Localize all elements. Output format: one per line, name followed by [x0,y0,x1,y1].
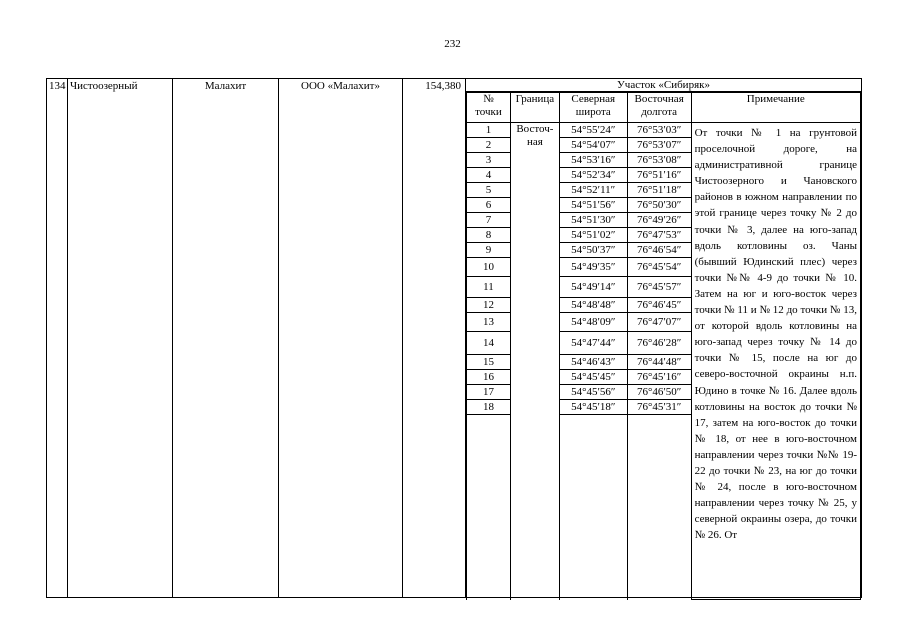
latitude: 54°49′35″ [559,258,627,277]
empty-cell [467,415,511,600]
latitude: 54°45′45″ [559,370,627,385]
point-number: 14 [467,332,511,355]
header-lon: Восточная долгота [627,93,691,123]
point-number: 5 [467,183,511,198]
latitude: 54°52′11″ [559,183,627,198]
longitude: 76°47′07″ [627,313,691,332]
point-number: 12 [467,298,511,313]
page-number: 232 [444,38,461,50]
point-number: 8 [467,228,511,243]
empty-cell [559,415,627,600]
row-index: 134 [49,80,66,92]
point-number: 13 [467,313,511,332]
point-number: 16 [467,370,511,385]
point-number: 1 [467,123,511,138]
district-cell [68,79,173,597]
point-number: 18 [467,400,511,415]
organization-name: ООО «Малахит» [301,80,380,92]
license-table [46,78,862,598]
point-number: 17 [467,385,511,400]
header-point: № точки [467,93,511,123]
header-note: Примечание [691,93,860,123]
latitude: 54°50′37″ [559,243,627,258]
latitude: 54°51′02″ [559,228,627,243]
latitude: 54°46′43″ [559,355,627,370]
area-cell [403,79,466,597]
longitude: 76°50′30″ [627,198,691,213]
point-number: 7 [467,213,511,228]
latitude: 54°51′56″ [559,198,627,213]
district-name: Чистоозерный [70,80,138,92]
longitude: 76°51′18″ [627,183,691,198]
border-type: Восточ-ная [510,123,559,415]
longitude: 76°53′07″ [627,138,691,153]
latitude: 54°55′24″ [559,123,627,138]
point-number: 6 [467,198,511,213]
latitude: 54°49′14″ [559,277,627,298]
longitude: 76°46′50″ [627,385,691,400]
header-border: Граница [510,93,559,123]
point-number: 2 [467,138,511,153]
latitude: 54°52′34″ [559,168,627,183]
point-number: 9 [467,243,511,258]
empty-cell [510,415,559,600]
field-name: Малахит [204,80,247,92]
longitude: 76°46′45″ [627,298,691,313]
latitude: 54°53′16″ [559,153,627,168]
section-block [466,79,861,597]
point-number: 10 [467,258,511,277]
latitude: 54°51′30″ [559,213,627,228]
latitude: 54°48′48″ [559,298,627,313]
longitude: 76°45′31″ [627,400,691,415]
longitude: 76°51′16″ [627,168,691,183]
note-text: От точки № 1 на грунтовой проселочной дороге, на административной границе Чистоозерного и Чановского районов в южном направлении по этой границе через точку № 2 до точки № 3, далее на юго-запад вдоль котловины оз. Чаны (бывший Юдинский плес) через точки №№ 4-9 до точки № 10. Затем на юг и юго-восток через точки № 11 и № 12 до точки № 13, от которой вдоль котловины на юго-запад через точку № 14 до точки № 15, после на юг до северо-восточной окраины н.п. Юдино в точке № 16. Далее вдоль котловины на восток до точки № 17, затем на юго-восток до точки № 18, от нее в юго-восточном направлении через точки №№ 19-22 до точки № 23, на юг до точки № 24, после в юго-восточном направлении через точку № 25, у северной окраины озера, до точки № 26. От [691,123,860,600]
latitude: 54°45′18″ [559,400,627,415]
area-value: 154,380 [425,80,461,92]
table-row [467,123,861,138]
point-number: 3 [467,153,511,168]
latitude: 54°47′44″ [559,332,627,355]
latitude: 54°54′07″ [559,138,627,153]
latitude: 54°45′56″ [559,385,627,400]
point-number: 11 [467,277,511,298]
latitude: 54°48′09″ [559,313,627,332]
longitude: 76°47′53″ [627,228,691,243]
longitude: 76°46′54″ [627,243,691,258]
longitude: 76°45′54″ [627,258,691,277]
longitude: 76°45′57″ [627,277,691,298]
longitude: 76°53′03″ [627,123,691,138]
section-title: Участок «Сибиряк» [466,79,861,92]
header-lat: Северная широта [559,93,627,123]
field-name-cell [173,79,279,597]
row-index-cell [47,79,68,597]
empty-cell [627,415,691,600]
longitude: 76°53′08″ [627,153,691,168]
longitude: 76°49′26″ [627,213,691,228]
longitude: 76°46′28″ [627,332,691,355]
coordinates-table [466,92,861,600]
longitude: 76°44′48″ [627,355,691,370]
point-number: 15 [467,355,511,370]
longitude: 76°45′16″ [627,370,691,385]
organization-cell [279,79,403,597]
point-number: 4 [467,168,511,183]
